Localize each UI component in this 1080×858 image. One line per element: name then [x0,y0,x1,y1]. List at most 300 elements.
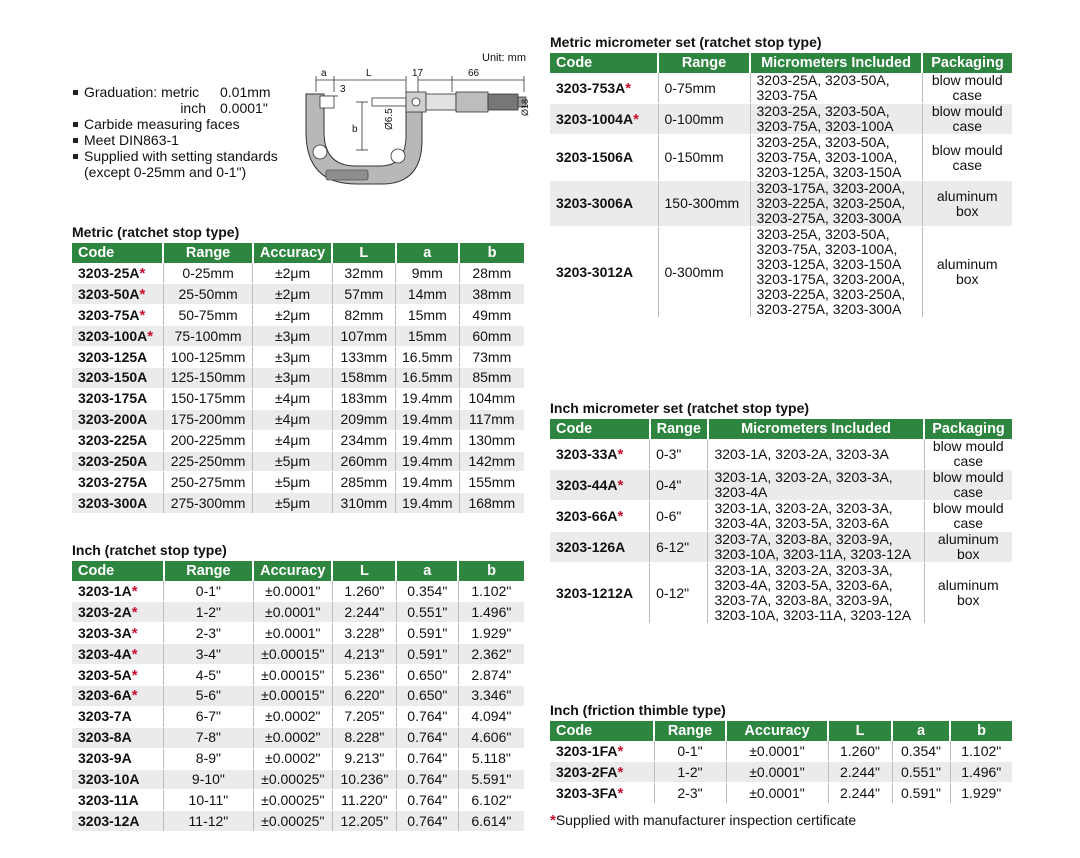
range-cell: 6-12" [650,532,708,563]
metric-table [72,243,524,514]
table-row [72,493,524,514]
accuracy-cell: ±5μm [253,451,332,472]
table-row [72,581,524,602]
table-row [72,367,524,388]
range-cell: 225-250mm [163,451,253,472]
code-value: 3203-1004A [556,110,634,127]
included-cell: 3203-175A, 3203-200A, 3203-225A, 3203-250A, 3203-275A, 3203-300A [750,181,922,227]
code-cell [550,135,658,181]
code-cell [72,811,164,832]
code-value: 3203-9A [78,750,132,767]
b-cell: 2.874" [458,665,524,686]
code-cell [72,326,163,347]
table-row [72,811,524,832]
range-cell: 3-4" [164,644,253,665]
column-header: Code [72,243,163,263]
a-cell: 16.5mm [396,347,460,368]
a-cell: 0.764" [396,706,458,727]
inch-table-title: Inch (ratchet stop type) [72,542,227,558]
included-cell: 3203-25A, 3203-50A, 3203-75A, 3203-100A, 3203-125A, 3203-150A [750,135,922,181]
accuracy-cell: ±5μm [253,472,332,493]
code-value: 3203-7A [78,708,132,725]
column-header: Micrometers Included [708,419,924,439]
code-cell [550,73,658,104]
range-cell: 125-150mm [163,367,253,388]
code-value: 3203-4A [78,645,132,662]
a-cell: 19.4mm [396,430,460,451]
b-cell: 73mm [459,347,524,368]
column-header: Packaging [924,419,1012,439]
unit-label: Unit: mm [482,52,526,64]
accuracy-cell: ±4μm [253,430,332,451]
l-cell: 5.236" [332,665,396,686]
table-row [72,685,524,706]
l-cell: 10.236" [332,769,396,790]
code-value: 3203-100A [78,327,148,344]
inch-table [72,561,524,832]
graduation-inch-value: 0.0001" [220,100,268,116]
footnote-star: * [550,812,556,829]
code-value: 3203-44A [556,476,618,493]
a-cell: 0.551" [892,762,950,783]
code-cell [72,472,163,493]
a-cell: 0.764" [396,727,458,748]
b-cell: 168mm [459,493,524,514]
certificate-star: * [131,603,138,621]
code-cell [550,532,650,563]
column-header: Packaging [922,53,1012,73]
code-value: 3203-50A [78,285,140,302]
table-row [550,73,1012,104]
a-cell: 19.4mm [396,409,460,430]
range-cell: 0-3" [650,439,708,470]
included-cell: 3203-25A, 3203-50A, 3203-75A, 3203-100A [750,104,922,135]
column-header: Code [550,721,654,741]
range-cell: 75-100mm [163,326,253,347]
code-value: 3203-200A [78,411,148,428]
certificate-star: * [131,666,138,684]
table-row [550,741,1012,762]
code-value: 3203-3012A [556,263,634,280]
code-value: 3203-75A [78,306,140,323]
code-cell [72,685,164,706]
friction-table-title: Inch (friction thimble type) [550,702,726,718]
code-cell [550,181,658,227]
table-header-row [550,53,1012,73]
code-value: 3203-125A [78,348,148,365]
table-row [72,472,524,493]
metric-table-title: Metric (ratchet stop type) [72,224,240,240]
code-value: 3203-300A [78,494,148,511]
a-cell: 9mm [396,263,460,284]
accuracy-cell: ±0.0002" [253,706,332,727]
graduation-label: Graduation: [84,84,158,100]
a-cell: 0.591" [396,644,458,665]
a-cell: 0.354" [396,581,458,602]
certificate-star: * [131,582,138,600]
l-cell: 32mm [332,263,395,284]
code-cell [550,762,654,783]
l-cell: 1.260" [828,741,892,762]
b-cell: 6.614" [458,811,524,832]
code-cell [72,284,163,305]
packaging-cell: blow mould case [924,470,1012,501]
feature-graduation [72,84,312,116]
table-row [72,409,524,430]
feature-note: (except 0-25mm and 0-1") [84,164,247,180]
column-header: Range [658,53,750,73]
a-cell: 15mm [396,305,460,326]
b-cell: 130mm [459,430,524,451]
a-cell: 15mm [396,326,460,347]
table-row [550,470,1012,501]
b-cell: 1.929" [458,623,524,644]
range-cell: 0-1" [164,581,253,602]
code-cell [72,769,164,790]
range-cell: 0-100mm [658,104,750,135]
packaging-cell: aluminum box [922,227,1012,318]
table-row [72,665,524,686]
code-value: 3203-753A [556,79,626,96]
code-cell [72,644,164,665]
code-value: 3203-126A [556,538,626,555]
code-value: 3203-1FA [556,742,618,759]
a-cell: 0.764" [396,790,458,811]
l-cell: 11.220" [332,790,396,811]
accuracy-cell: ±0.00025" [253,811,332,832]
certificate-star: * [131,687,138,705]
footnote [550,812,856,829]
table-row [550,762,1012,783]
code-cell [72,451,163,472]
packaging-cell: aluminum box [922,181,1012,227]
b-cell: 5.118" [458,748,524,769]
certificate-star: * [617,445,624,463]
packaging-cell: blow mould case [922,73,1012,104]
certificate-star: * [617,742,624,760]
accuracy-cell: ±4μm [253,388,332,409]
feature-item: Carbide measuring faces [72,116,312,132]
range-cell: 25-50mm [163,284,253,305]
b-cell: 1.102" [950,741,1012,762]
l-cell: 6.220" [332,685,396,706]
range-cell: 0-300mm [658,227,750,318]
code-value: 3203-66A [556,507,618,524]
inch-set-table [550,419,1012,624]
range-cell: 4-5" [164,665,253,686]
range-cell: 0-12" [650,563,708,624]
column-header: Code [550,419,650,439]
table-header-row [72,561,524,581]
accuracy-cell: ±2μm [253,284,332,305]
range-cell: 50-75mm [163,305,253,326]
b-cell: 5.591" [458,769,524,790]
friction-table [550,721,1012,804]
accuracy-cell: ±0.00015" [253,685,332,706]
code-cell [550,563,650,624]
b-cell: 142mm [459,451,524,472]
range-cell: 0-4" [650,470,708,501]
certificate-star: * [131,645,138,663]
code-value: 3203-250A [78,452,148,469]
l-cell: 2.244" [828,783,892,804]
certificate-star: * [139,306,146,324]
included-cell: 3203-1A, 3203-2A, 3203-3A, 3203-4A [708,470,924,501]
micrometer-diagram [296,52,532,192]
code-cell [72,665,164,686]
b-cell: 28mm [459,263,524,284]
b-cell: 38mm [459,284,524,305]
l-cell: 57mm [332,284,395,305]
b-cell: 3.346" [458,685,524,706]
l-cell: 183mm [332,388,395,409]
metric-set-table [550,53,1012,318]
code-cell [550,439,650,470]
b-cell: 4.606" [458,727,524,748]
table-row [550,783,1012,804]
range-cell: 0-75mm [658,73,750,104]
b-cell: 155mm [459,472,524,493]
l-cell: 2.244" [828,762,892,783]
range-cell: 150-300mm [658,181,750,227]
code-value: 3203-3A [78,624,132,641]
feature-item: Meet DIN863-1 [72,132,312,148]
table-row [550,501,1012,532]
accuracy-cell: ±3μm [253,347,332,368]
accuracy-cell: ±0.0001" [253,581,332,602]
column-header: Range [650,419,708,439]
code-value: 3203-11A [78,791,139,808]
code-value: 3203-12A [78,812,140,829]
table-row [550,227,1012,318]
a-cell: 16.5mm [396,367,460,388]
table-row [550,439,1012,470]
code-cell [550,227,658,318]
code-value: 3203-8A [78,729,132,746]
range-cell: 0-25mm [163,263,253,284]
a-cell: 0.354" [892,741,950,762]
l-cell: 133mm [332,347,395,368]
a-cell: 0.650" [396,665,458,686]
code-value: 3203-3FA [556,784,618,801]
range-cell: 250-275mm [163,472,253,493]
table-header-row [550,419,1012,439]
feature-list [72,84,312,180]
range-cell: 0-1" [654,741,726,762]
code-value: 3203-3006A [556,195,634,211]
table-row [72,748,524,769]
range-cell: 150-175mm [163,388,253,409]
column-header: b [458,561,524,581]
code-cell [72,727,164,748]
accuracy-cell: ±0.0001" [253,623,332,644]
table-row [72,430,524,451]
column-header: a [892,721,950,741]
inch-set-title: Inch micrometer set (ratchet stop type) [550,400,810,416]
a-cell: 0.764" [396,748,458,769]
column-header: Code [72,561,164,581]
range-cell: 200-225mm [163,430,253,451]
table-row [72,451,524,472]
l-cell: 12.205" [332,811,396,832]
graduation-metric-key: metric [161,84,200,100]
code-value: 3203-1212A [556,584,634,601]
range-cell: 8-9" [164,748,253,769]
table-row [72,347,524,368]
packaging-cell: aluminum box [924,532,1012,563]
included-cell: 3203-1A, 3203-2A, 3203-3A [708,439,924,470]
a-cell: 0.551" [396,602,458,623]
code-cell [72,367,163,388]
code-cell [550,501,650,532]
code-cell [72,347,163,368]
b-cell: 1.496" [950,762,1012,783]
column-header: b [459,243,524,263]
accuracy-cell: ±0.0001" [726,783,828,804]
l-cell: 8.228" [332,727,396,748]
range-cell: 175-200mm [163,409,253,430]
column-header: a [396,243,460,263]
dim-17-label: 17 [412,68,424,79]
table-header-row [550,721,1012,741]
graduation-metric-value: 0.01mm [220,84,271,100]
column-header: Accuracy [726,721,828,741]
column-header: b [950,721,1012,741]
a-cell: 0.591" [892,783,950,804]
code-value: 3203-1A [78,582,132,599]
certificate-star: * [139,285,146,303]
accuracy-cell: ±0.0001" [253,602,332,623]
table-row [72,727,524,748]
code-value: 3203-175A [78,390,148,407]
l-cell: 260mm [332,451,395,472]
footnote-text: Supplied with manufacturer inspection certificate [555,812,857,828]
included-cell: 3203-25A, 3203-50A, 3203-75A, 3203-100A, 3203-125A, 3203-150A 3203-175A, 3203-200A, 3203-225A, 3203-250A, 3203-275A, 3203-300A [750,227,922,318]
accuracy-cell: ±0.0002" [253,748,332,769]
table-row [550,181,1012,227]
accuracy-cell: ±3μm [253,326,332,347]
certificate-star: * [131,624,138,642]
certificate-star: * [617,476,624,494]
packaging-cell: aluminum box [924,563,1012,624]
table-header-row [72,243,524,263]
column-header: Range [654,721,726,741]
b-cell: 85mm [459,367,524,388]
dim-a-label: a [321,68,327,79]
code-cell [72,623,164,644]
code-cell [550,104,658,135]
range-cell: 10-11" [164,790,253,811]
column-header: Range [164,561,253,581]
a-cell: 19.4mm [396,493,460,514]
table-row [72,623,524,644]
table-row [72,284,524,305]
column-header: a [396,561,458,581]
packaging-cell: blow mould case [924,439,1012,470]
dim-66-label: 66 [468,68,480,79]
range-cell: 6-7" [164,706,253,727]
a-cell: 0.764" [396,811,458,832]
a-cell: 0.650" [396,685,458,706]
range-cell: 2-3" [654,783,726,804]
accuracy-cell: ±5μm [253,493,332,514]
l-cell: 234mm [332,430,395,451]
code-cell [72,493,163,514]
l-cell: 9.213" [332,748,396,769]
column-header: L [332,561,396,581]
code-cell [72,581,164,602]
l-cell: 209mm [332,409,395,430]
b-cell: 1.102" [458,581,524,602]
l-cell: 107mm [332,326,395,347]
packaging-cell: blow mould case [922,135,1012,181]
code-value: 3203-33A [556,445,618,462]
code-cell [72,706,164,727]
a-cell: 19.4mm [396,388,460,409]
dim-3-label: 3 [340,84,346,95]
accuracy-cell: ±0.00025" [253,769,332,790]
column-header: L [828,721,892,741]
included-cell: 3203-1A, 3203-2A, 3203-3A, 3203-4A, 3203-5A, 3203-6A [708,501,924,532]
table-row [72,706,524,727]
accuracy-cell: ±0.0002" [253,727,332,748]
column-header: Accuracy [253,561,332,581]
table-row [72,602,524,623]
table-row [72,326,524,347]
table-row [72,263,524,284]
column-header: Range [163,243,253,263]
code-cell [72,263,163,284]
feature-item: Supplied with setting standards [72,148,312,164]
a-cell: 19.4mm [396,472,460,493]
code-value: 3203-25A [78,264,140,281]
included-cell: 3203-1A, 3203-2A, 3203-3A, 3203-4A, 3203-5A, 3203-6A, 3203-7A, 3203-8A, 3203-9A, 3203-10A, 3203-11A, 3203-12A [708,563,924,624]
table-row [550,563,1012,624]
range-cell: 1-2" [654,762,726,783]
b-cell: 1.496" [458,602,524,623]
b-cell: 6.102" [458,790,524,811]
l-cell: 4.213" [332,644,396,665]
table-row [72,305,524,326]
l-cell: 158mm [332,367,395,388]
l-cell: 82mm [332,305,395,326]
l-cell: 310mm [332,493,395,514]
dim-dia18-label: Ø18 [520,98,530,116]
range-cell: 11-12" [164,811,253,832]
column-header: L [332,243,395,263]
range-cell: 7-8" [164,727,253,748]
table-row [72,769,524,790]
l-cell: 1.260" [332,581,396,602]
range-cell: 9-10" [164,769,253,790]
b-cell: 2.362" [458,644,524,665]
b-cell: 49mm [459,305,524,326]
range-cell: 5-6" [164,685,253,706]
code-value: 3203-150A [78,369,148,386]
code-cell [72,790,164,811]
a-cell: 14mm [396,284,460,305]
b-cell: 4.094" [458,706,524,727]
accuracy-cell: ±2μm [253,305,332,326]
b-cell: 1.929" [950,783,1012,804]
table-row [72,790,524,811]
b-cell: 117mm [459,409,524,430]
dim-dia65-label: Ø6.5 [384,108,395,130]
range-cell: 0-6" [650,501,708,532]
code-cell [72,305,163,326]
column-header: Micrometers Included [750,53,922,73]
a-cell: 19.4mm [396,451,460,472]
